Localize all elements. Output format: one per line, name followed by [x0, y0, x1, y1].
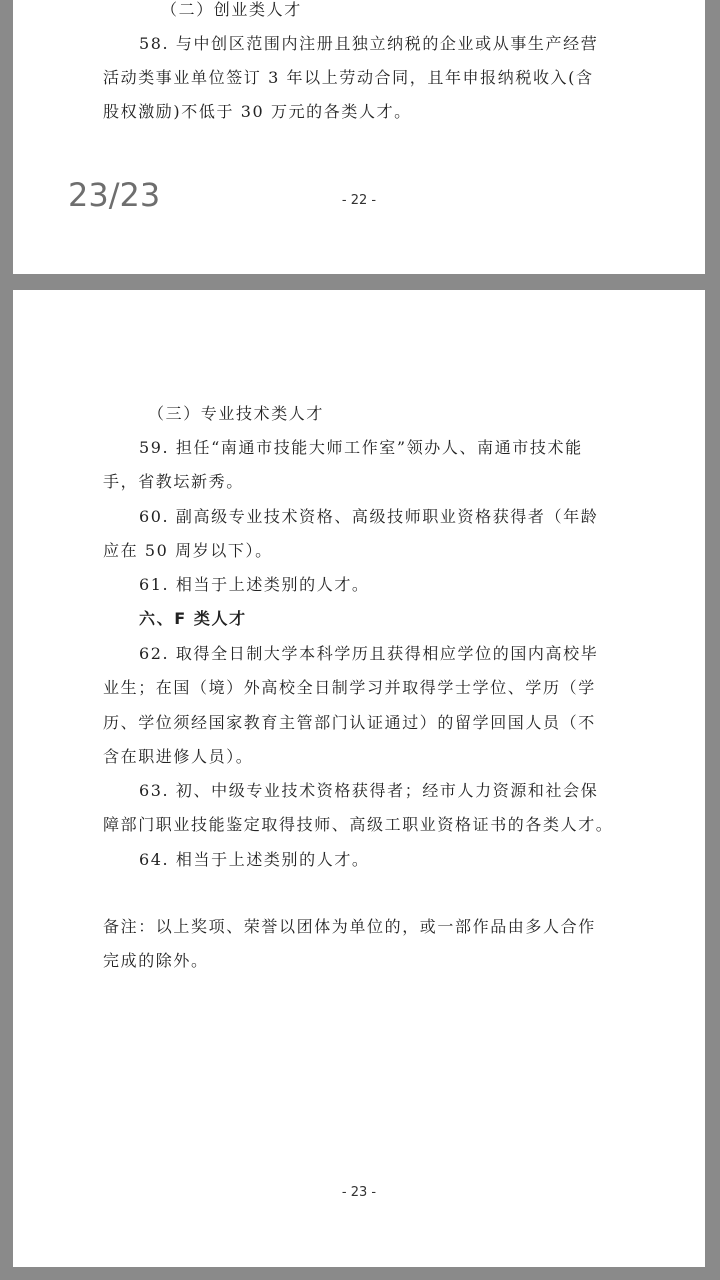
- paragraph-line: 63. 初、中级专业技术资格获得者；经市人力资源和社会保: [139, 781, 599, 800]
- paragraph-line: 业生；在国（境）外高校全日制学习并取得学士学位、学历（学: [103, 678, 596, 697]
- note-line: 备注：以上奖项、荣誉以团体为单位的，或一部作品由多人合作: [103, 917, 596, 936]
- paragraph-line: 含在职进修人员）。: [103, 747, 254, 766]
- paragraph-line: 60. 副高级专业技术资格、高级技师职业资格获得者（年龄: [139, 507, 599, 526]
- paragraph-line: 64. 相当于上述类别的人才。: [139, 850, 370, 869]
- paragraph-line: 手，省教坛新秀。: [103, 472, 244, 491]
- paragraph-line: 58. 与中创区范围内注册且独立纳税的企业或从事生产经营: [139, 34, 599, 53]
- section-heading: （三）专业技术类人才: [148, 404, 325, 423]
- paragraph-line: 历、学位须经国家教育主管部门认证通过）的留学回国人员（不: [103, 713, 596, 732]
- document-page-23: [13, 290, 705, 1267]
- section-heading: （二）创业类人才: [161, 0, 302, 19]
- paragraph-line: 障部门职业技能鉴定取得技师、高级工职业资格证书的各类人才。: [103, 815, 614, 834]
- page-number: - 23 -: [341, 1185, 377, 1200]
- note-line: 完成的除外。: [103, 951, 209, 970]
- paragraph-line: 61. 相当于上述类别的人才。: [139, 575, 370, 594]
- paragraph-line: 活动类事业单位签订 3 年以上劳动合同，且年申报纳税收入(含: [103, 68, 594, 87]
- paragraph-line: 62. 取得全日制大学本科学历且获得相应学位的国内高校毕: [139, 644, 599, 663]
- paragraph-line: 59. 担任“南通市技能大师工作室”领办人、南通市技术能: [139, 438, 583, 457]
- paragraph-line: 股权激励)不低于 30 万元的各类人才。: [103, 102, 412, 121]
- page-number: - 22 -: [341, 193, 377, 208]
- page-counter: 23/23: [68, 176, 161, 214]
- document-page-22: [13, 0, 705, 274]
- paragraph-line: 应在 50 周岁以下）。: [103, 541, 273, 560]
- category-heading: 六、F 类人才: [139, 609, 247, 628]
